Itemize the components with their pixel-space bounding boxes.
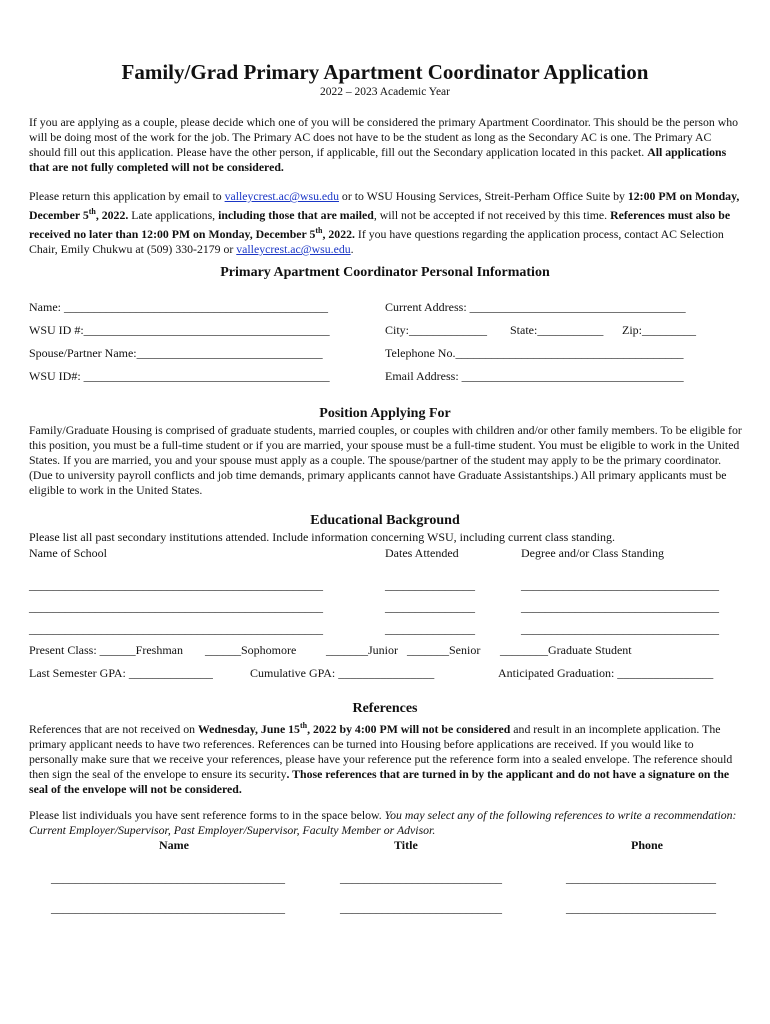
spouse-name-field[interactable]: Spouse/Partner Name:_______________________________ xyxy=(29,346,323,360)
reference-list-instructions: Please list individuals you have sent reference forms to in the space below. You may select any of the following references to write a recommendation: Current Employer/Supervisor, Past Employer/Supervisor, Faculty Member or Advisor. xyxy=(29,808,737,837)
col-name-header: Name xyxy=(159,838,189,852)
email-link-2[interactable]: valleycrest.ac@wsu.edu xyxy=(236,241,351,256)
reference-title-line[interactable]: ___________________________ xyxy=(340,901,502,915)
personal-info-heading: Primary Apartment Coordinator Personal Information xyxy=(220,265,550,280)
class-graduate-option[interactable]: ________Graduate Student xyxy=(500,643,632,657)
education-heading: Educational Background xyxy=(310,513,460,528)
dates-line[interactable]: _______________ xyxy=(385,578,475,592)
col-dates-header: Dates Attended xyxy=(385,546,459,560)
degree-line[interactable]: _________________________________ xyxy=(521,600,719,614)
degree-line[interactable]: _________________________________ xyxy=(521,578,719,592)
academic-year: 2022 – 2023 Academic Year xyxy=(320,86,450,98)
reference-phone-line[interactable]: _________________________ xyxy=(566,901,716,915)
email-link[interactable]: valleycrest.ac@wsu.edu xyxy=(224,189,339,203)
reference-phone-line[interactable]: _________________________ xyxy=(566,871,716,885)
state-field[interactable]: State:___________ xyxy=(510,323,604,337)
page-title: Family/Grad Primary Apartment Coordinator Application xyxy=(121,60,649,84)
school-line[interactable]: _________________________________________________ xyxy=(29,622,323,636)
position-paragraph: Family/Graduate Housing is comprised of graduate students, married couples, or couples with children and/or other family members. To be eligible for this position, you must be a full-time student or if you are married, your spouse must be a full-time student. You must be eligible to work in the United States. If you are married, you and your spouse must apply as a couple. The spouse/partner of the student may apply to be the primary coordinator. (Due to university payroll conflicts and job time demands, primary applicants cannot have Graduate Assistantships.) All primary applicants must be eligible to work in the United States. xyxy=(29,423,742,497)
class-senior-option[interactable]: _______Senior xyxy=(407,643,481,657)
zip-field[interactable]: Zip:_________ xyxy=(622,323,696,337)
reference-name-line[interactable]: _______________________________________ xyxy=(51,871,285,885)
wsu-id-field[interactable]: WSU ID #:_________________________________________ xyxy=(29,323,330,337)
education-instructions: Please list all past secondary institutions attended. Include information concerning WSU, including current class standing. xyxy=(29,530,615,544)
anticipated-graduation-field[interactable]: Anticipated Graduation: ________________ xyxy=(498,666,714,680)
col-school-header: Name of School xyxy=(29,546,107,560)
col-degree-header: Degree and/or Class Standing xyxy=(521,546,664,560)
references-heading: References xyxy=(352,701,418,716)
cumulative-gpa-field[interactable]: Cumulative GPA: ________________ xyxy=(250,666,435,680)
name-field[interactable]: Name: ____________________________________________ xyxy=(29,300,328,314)
last-gpa-field[interactable]: Last Semester GPA: ______________ xyxy=(29,666,213,680)
col-title-header: Title xyxy=(394,838,418,852)
reference-title-line[interactable]: ___________________________ xyxy=(340,871,502,885)
dates-line[interactable]: _______________ xyxy=(385,622,475,636)
col-phone-header: Phone xyxy=(631,838,664,852)
telephone-field[interactable]: Telephone No.______________________________________ xyxy=(385,346,684,360)
school-line[interactable]: _________________________________________________ xyxy=(29,578,323,592)
degree-line[interactable]: _________________________________ xyxy=(521,622,719,636)
address-field[interactable]: Current Address: ____________________________________ xyxy=(385,300,686,314)
email-address-field[interactable]: Email Address: _____________________________________ xyxy=(385,369,684,383)
references-paragraph: References that are not received on Wednesday, June 15th, 2022 by 4:00 PM will not be considered and result in an incomplete application. The primary applicant needs to have two references. References can be turned into Housing before applications are received. If you would like to personally make sure that we receive your references, please have your reference put the reference form into a sealed envelope. The reference should then sign the seal of the envelope to ensure its security. Those references that are turned in by the applicant and do not have a signature on the seal of the envelope will not be considered. xyxy=(29,721,733,796)
reference-name-line[interactable]: _______________________________________ xyxy=(51,901,285,915)
dates-line[interactable]: _______________ xyxy=(385,600,475,614)
school-line[interactable]: _________________________________________________ xyxy=(29,600,323,614)
class-junior-option[interactable]: _______Junior xyxy=(326,643,398,657)
references-deadline: References must also be received no later than 12:00 PM on Monday, December 5 xyxy=(29,207,731,241)
position-heading: Position Applying For xyxy=(319,406,451,421)
intro-paragraph: If you are applying as a couple, please decide which one of you will be considered the primary Apartment Coordinator. This should be the person who will be doing most of the work for the job. The Primary AC does not have to be the student as long as the Secondary AC is one. The Primary AC should fill out this application. Please have the other person, if applicable, fill out the Secondary application located in this packet. All applications that are not fully completed will not be considered. xyxy=(29,115,739,174)
intro-warning: All applications that are not fully completed will not be considered. xyxy=(29,145,727,174)
spouse-wsu-id-field[interactable]: WSU ID#: _________________________________________ xyxy=(29,369,330,383)
class-freshman-option[interactable]: Present Class: ______Freshman xyxy=(29,643,183,657)
submission-paragraph: Please return this application by email to valleycrest.ac@wsu.edu or to WSU Housing Services, Streit-Perham Office Suite by 12:00 PM on Monday, December 5th, 2022. Late applications, including those that are mailed, will not be accepted if not received by this time. References must also be received no later than 12:00 PM on Monday, December 5th, 2022. If you have questions regarding the application process, contact AC Selection Chair, Emily Chukwu at (509) 330-2179 or valleycrest.ac@wsu.edu. xyxy=(29,189,740,256)
class-sophomore-option[interactable]: ______Sophomore xyxy=(205,643,297,657)
city-field[interactable]: City:_____________ xyxy=(385,323,488,337)
